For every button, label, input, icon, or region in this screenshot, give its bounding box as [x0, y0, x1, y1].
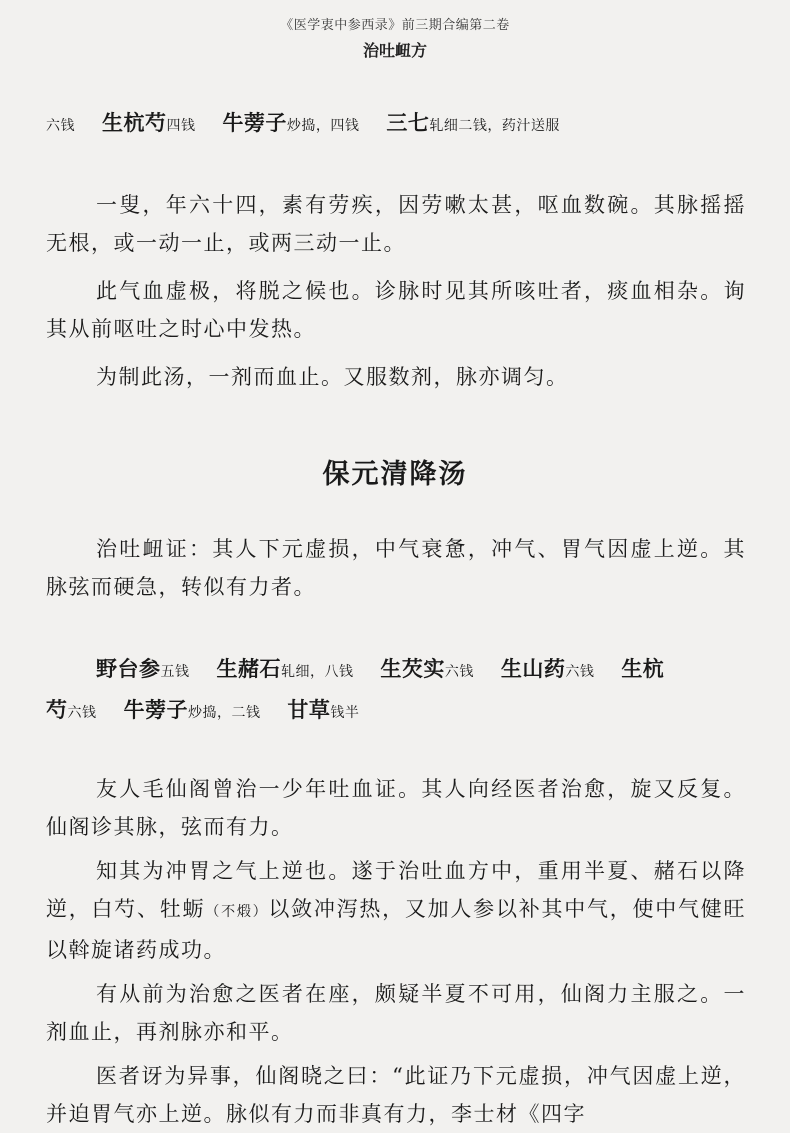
herb-name: 生芡实 — [380, 657, 445, 681]
paragraph: 医者讶为异事，仙阁晓之曰：“此证乃下元虚损，冲气因虚上逆，并迫胃气亦上逆。脉似有力而非真有力，李士材《四字 — [46, 1064, 746, 1126]
herb-dose: 轧细二钱，药汁送服 — [429, 118, 560, 134]
herb-name: 牛蒡子 — [123, 698, 188, 722]
herb-name: 甘草 — [287, 698, 331, 722]
herb-dose: 五钱 — [160, 664, 190, 680]
formula-title: 保元清降汤 — [322, 459, 468, 490]
herb-name: 生山药 — [500, 657, 566, 681]
case-1 — [46, 186, 746, 396]
formula-1 — [46, 104, 746, 145]
paragraph — [46, 852, 746, 969]
herb-name: 三七 — [386, 111, 430, 135]
herb-dose: 六钱 — [565, 664, 595, 680]
herb-name: 野台参 — [96, 657, 161, 681]
running-header: 《医学衷中参西录》前三期合编第二卷 — [280, 18, 510, 33]
inline-note: （不煅） — [205, 904, 269, 920]
herb-name: 生杭 — [621, 657, 665, 681]
herb-name: 生赭石 — [216, 657, 281, 681]
paragraph-text: 知其为冲胃之气上逆也。遂于治吐血方中，重用半夏、赭石以降逆，白芍、牡蛎 — [46, 859, 746, 921]
herb-dose: 四钱 — [166, 118, 196, 134]
herb-dose: 六钱 — [67, 705, 97, 721]
paragraph: 此气血虚极，将脱之候也。诊脉时见其所咳吐者，痰血相杂。询其从前呕吐之时心中发热。 — [46, 279, 746, 341]
herb-dose: 钱半 — [330, 705, 360, 721]
herb-dose: 轧细，八钱 — [280, 664, 354, 680]
herb-dose: 炒捣，四钱 — [286, 118, 360, 134]
indication — [46, 530, 746, 606]
paragraph: 友人毛仙阁曾治一少年吐血证。其人向经医者治愈，旋又反复。仙阁诊其脉，弦而有力。 — [46, 777, 746, 839]
case-2 — [46, 770, 746, 1133]
herb-dose: 六钱 — [444, 664, 474, 680]
paragraph: 为制此汤，一剂而血止。又服数剂，脉亦调匀。 — [96, 365, 569, 389]
formula-2 — [46, 650, 746, 732]
herb-name: 芍 — [46, 698, 68, 722]
herb-dose: 炒捣，二钱 — [187, 705, 261, 721]
chapter-heading: 治吐衄方 — [362, 41, 427, 60]
paragraph: 治吐衄证：其人下元虚损，中气衰惫，冲气、胃气因虚上逆。其脉弦而硬急，转似有力者。 — [46, 537, 746, 599]
paragraph: 有从前为治愈之医者在座，颇疑半夏不可用，仙阁力主服之。一剂血止，再剂脉亦和平。 — [46, 982, 746, 1044]
herb-name: 牛蒡子 — [222, 111, 287, 135]
herb-dose: 六钱 — [46, 118, 75, 134]
paragraph: 一叟，年六十四，素有劳疾，因劳嗽太甚，呕血数碗。其脉摇摇无根，或一动一止，或两三动一止。 — [46, 193, 746, 255]
herb-name: 生杭芍 — [101, 111, 167, 135]
paragraph-text: 以敛冲泻热，又加人参以补其中气，使中气健旺以斡旋诸药成功。 — [46, 897, 747, 962]
